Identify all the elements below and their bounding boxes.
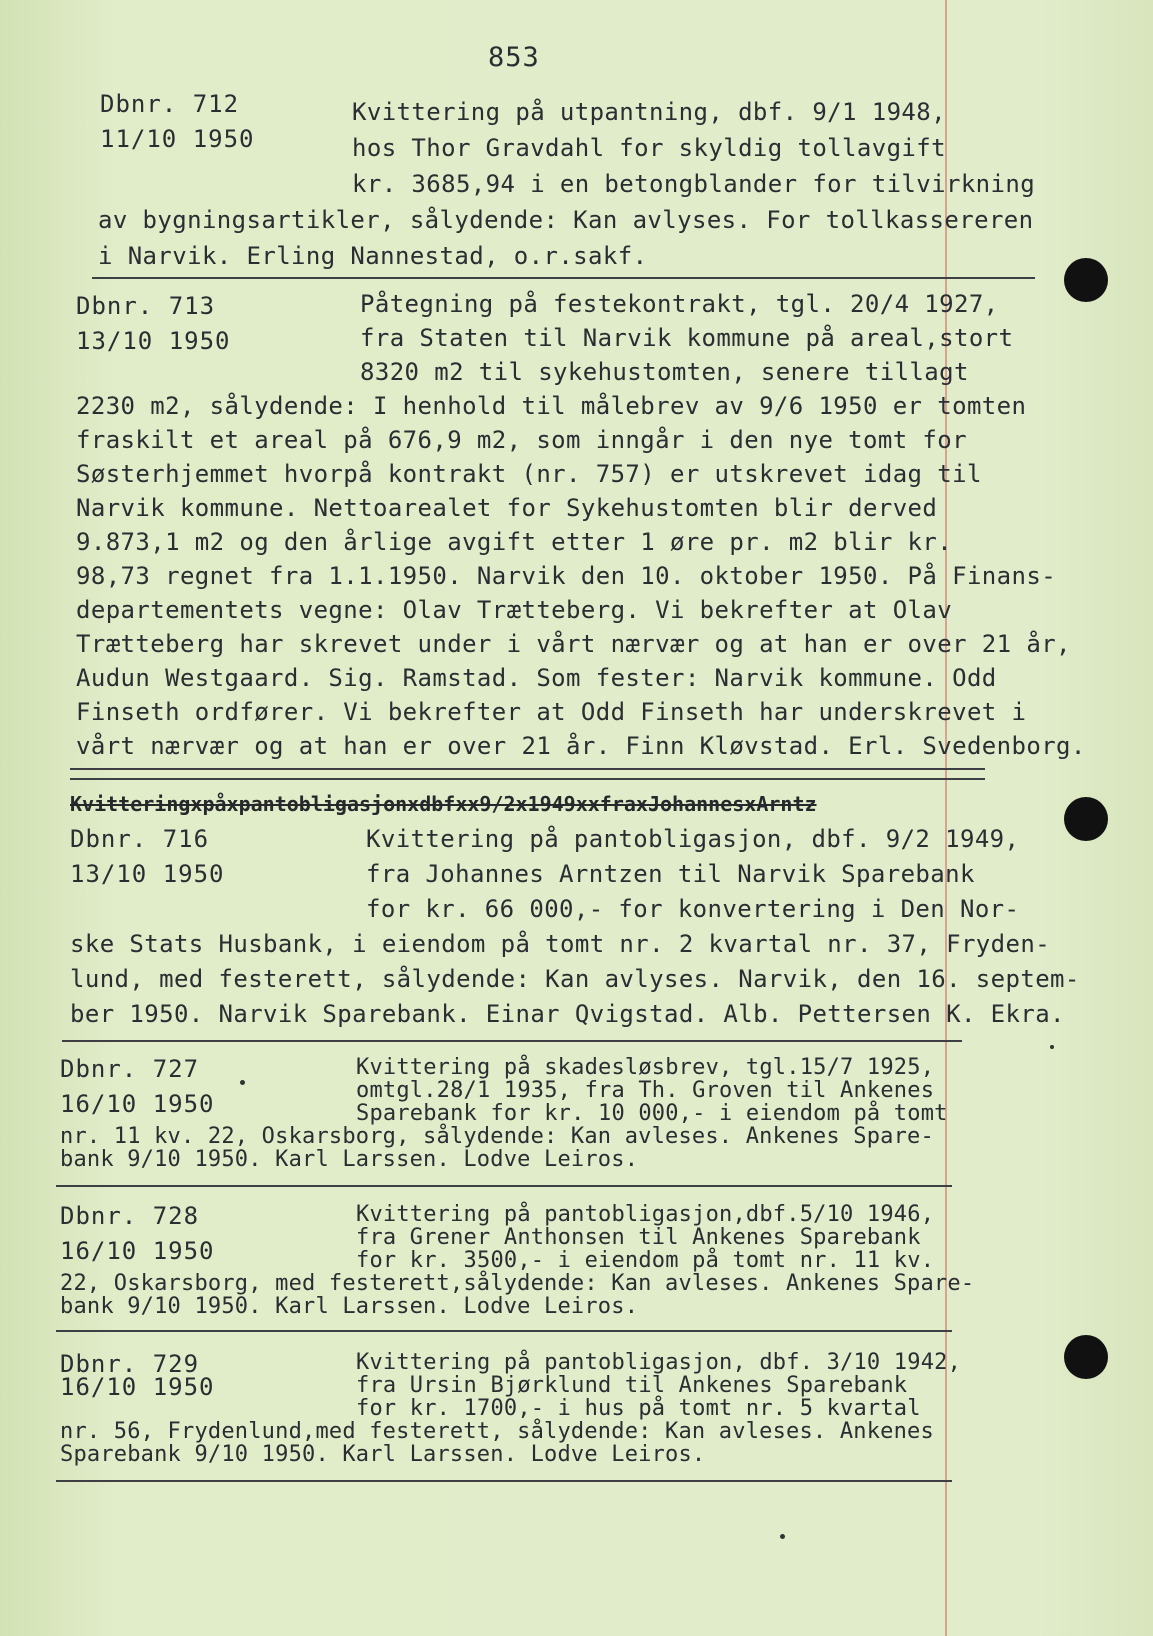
entry-line: kr. 3685,94 i en betongblander for tilvirkning — [352, 170, 1036, 198]
entry-line: i Narvik. Erling Nannestad, o.r.sakf. — [98, 242, 648, 270]
entry-line: Sparebank 9/10 1950. Karl Larssen. Lodve Leiros. — [60, 1442, 706, 1467]
entry-line: Sparebank for kr. 10 000,- i eiendom på tomt — [356, 1101, 948, 1126]
ink-dot — [240, 1080, 245, 1085]
entry-line: 22, Oskarsborg, med festerett,sålydende: Kan avleses. Ankenes Spare- — [60, 1271, 975, 1296]
entry-line: fra Grener Anthonsen til Ankenes Sparebank — [356, 1225, 921, 1250]
entry-line: bank 9/10 1950. Karl Larssen. Lodve Leiros. — [60, 1147, 639, 1172]
entry-line: Kvittering på pantobligasjon,dbf.5/10 1946, — [356, 1202, 935, 1227]
entry-dbnr: Dbnr. 728 — [60, 1202, 200, 1230]
entry-line: av bygningsartikler, sålydende: Kan avlyses. For tollkassereren — [98, 206, 1034, 234]
entry-line: Kvittering på pantobligasjon, dbf. 9/2 1949, — [366, 825, 1020, 853]
entry-line: nr. 56, Frydenlund,med festerett, sålydende: Kan avleses. Ankenes — [60, 1419, 934, 1444]
entry-divider — [56, 1480, 952, 1482]
entry-dbnr: Dbnr. 727 — [60, 1055, 200, 1083]
entry-dbnr: Dbnr. 716 — [70, 825, 210, 853]
entry-line: Finseth ordfører. Vi bekrefter at Odd Finseth har underskrevet i — [76, 698, 1027, 726]
entry-line: Narvik kommune. Nettoarealet for Sykehustomten blir derved — [76, 494, 938, 522]
entry-line: Kvittering på utpantning, dbf. 9/1 1948, — [352, 98, 946, 126]
entry-dbnr: Dbnr. 729 — [60, 1350, 200, 1378]
entry-line: 98,73 regnet fra 1.1.1950. Narvik den 10. oktober 1950. På Finans- — [76, 562, 1057, 590]
entry-divider — [56, 1330, 952, 1332]
entry-divider — [62, 1040, 962, 1042]
entry-line: 2230 m2, sålydende: I henhold til målebrev av 9/6 1950 er tomten — [76, 392, 1027, 420]
entry-line: Kvittering på pantobligasjon, dbf. 3/10 1942, — [356, 1350, 962, 1375]
entry-line: Trætteberg har skrevet under i vårt nærvær og at han er over 21 år, — [76, 630, 1071, 658]
entry-line: 8320 m2 til sykehustomten, senere tillagt — [360, 358, 969, 386]
ink-dot — [780, 1534, 785, 1539]
punch-hole-icon — [1064, 258, 1108, 302]
entry-line: omtgl.28/1 1935, fra Th. Groven til Ankenes — [356, 1078, 935, 1103]
entry-line: Kvittering på skadesløsbrev, tgl.15/7 1925, — [356, 1055, 935, 1080]
entry-line: bank 9/10 1950. Karl Larssen. Lodve Leiros. — [60, 1294, 639, 1319]
entry-divider — [70, 778, 985, 780]
margin-line — [945, 0, 947, 1636]
entry-line: Audun Westgaard. Sig. Ramstad. Som fester: Narvik kommune. Odd — [76, 664, 997, 692]
entry-dbnr: Dbnr. 713 — [76, 292, 216, 320]
entry-line: Påtegning på festekontrakt, tgl. 20/4 1927, — [360, 290, 999, 318]
entry-line: fra Staten til Narvik kommune på areal,stort — [360, 324, 1014, 352]
entry-line: departementets vegne: Olav Trætteberg. Vi bekrefter at Olav — [76, 596, 953, 624]
entry-date: 16/10 1950 — [60, 1090, 215, 1118]
entry-divider — [92, 277, 1035, 279]
entry-line: fraskilt et areal på 676,9 m2, som inngår i den nye tomt for — [76, 426, 967, 454]
entry-date: 13/10 1950 — [70, 860, 225, 888]
entry-dbnr: Dbnr. 712 — [100, 90, 240, 118]
entry-date: 13/10 1950 — [76, 327, 231, 355]
punch-hole-icon — [1064, 797, 1108, 841]
entry-line: ske Stats Husbank, i eiendom på tomt nr. 2 kvartal nr. 37, Fryden- — [70, 930, 1051, 958]
entry-line: for kr. 3500,- i eiendom på tomt nr. 11 kv. — [356, 1248, 935, 1273]
entry-line: lund, med festerett, sålydende: Kan avlyses. Narvik, den 16. septem- — [70, 965, 1080, 993]
entry-date: 16/10 1950 — [60, 1237, 215, 1265]
entry-divider — [56, 1185, 952, 1187]
page-number: 853 — [488, 42, 540, 73]
struck-line: Kvitteringxpåxpantobligasjonxdbfxx9/2x1949xxfraxJohannesxArntz — [70, 792, 817, 816]
entry-line: for kr. 66 000,- for konvertering i Den Nor- — [366, 895, 1020, 923]
ink-dot — [1050, 1045, 1054, 1049]
entry-line: vårt nærvær og at han er over 21 år. Finn Kløvstad. Erl. Svedenborg. — [76, 732, 1086, 760]
entry-line: nr. 11 kv. 22, Oskarsborg, sålydende: Kan avleses. Ankenes Spare- — [60, 1124, 934, 1149]
entry-date: 11/10 1950 — [100, 125, 255, 153]
entry-date: 16/10 1950 — [60, 1373, 215, 1401]
punch-hole-icon — [1064, 1335, 1108, 1379]
entry-divider — [70, 768, 985, 770]
entry-line: 9.873,1 m2 og den årlige avgift etter 1 øre pr. m2 blir kr. — [76, 528, 953, 556]
entry-line: hos Thor Gravdahl for skyldig tollavgift — [352, 134, 946, 162]
entry-line: ber 1950. Narvik Sparebank. Einar Qvigstad. Alb. Pettersen K. Ekra. — [70, 1000, 1065, 1028]
entry-line: fra Johannes Arntzen til Narvik Sparebank — [366, 860, 975, 888]
entry-line: fra Ursin Bjørklund til Ankenes Sparebank — [356, 1373, 908, 1398]
entry-line: for kr. 1700,- i hus på tomt nr. 5 kvartal — [356, 1396, 921, 1421]
entry-line: Søsterhjemmet hvorpå kontrakt (nr. 757) er utskrevet idag til — [76, 460, 982, 488]
